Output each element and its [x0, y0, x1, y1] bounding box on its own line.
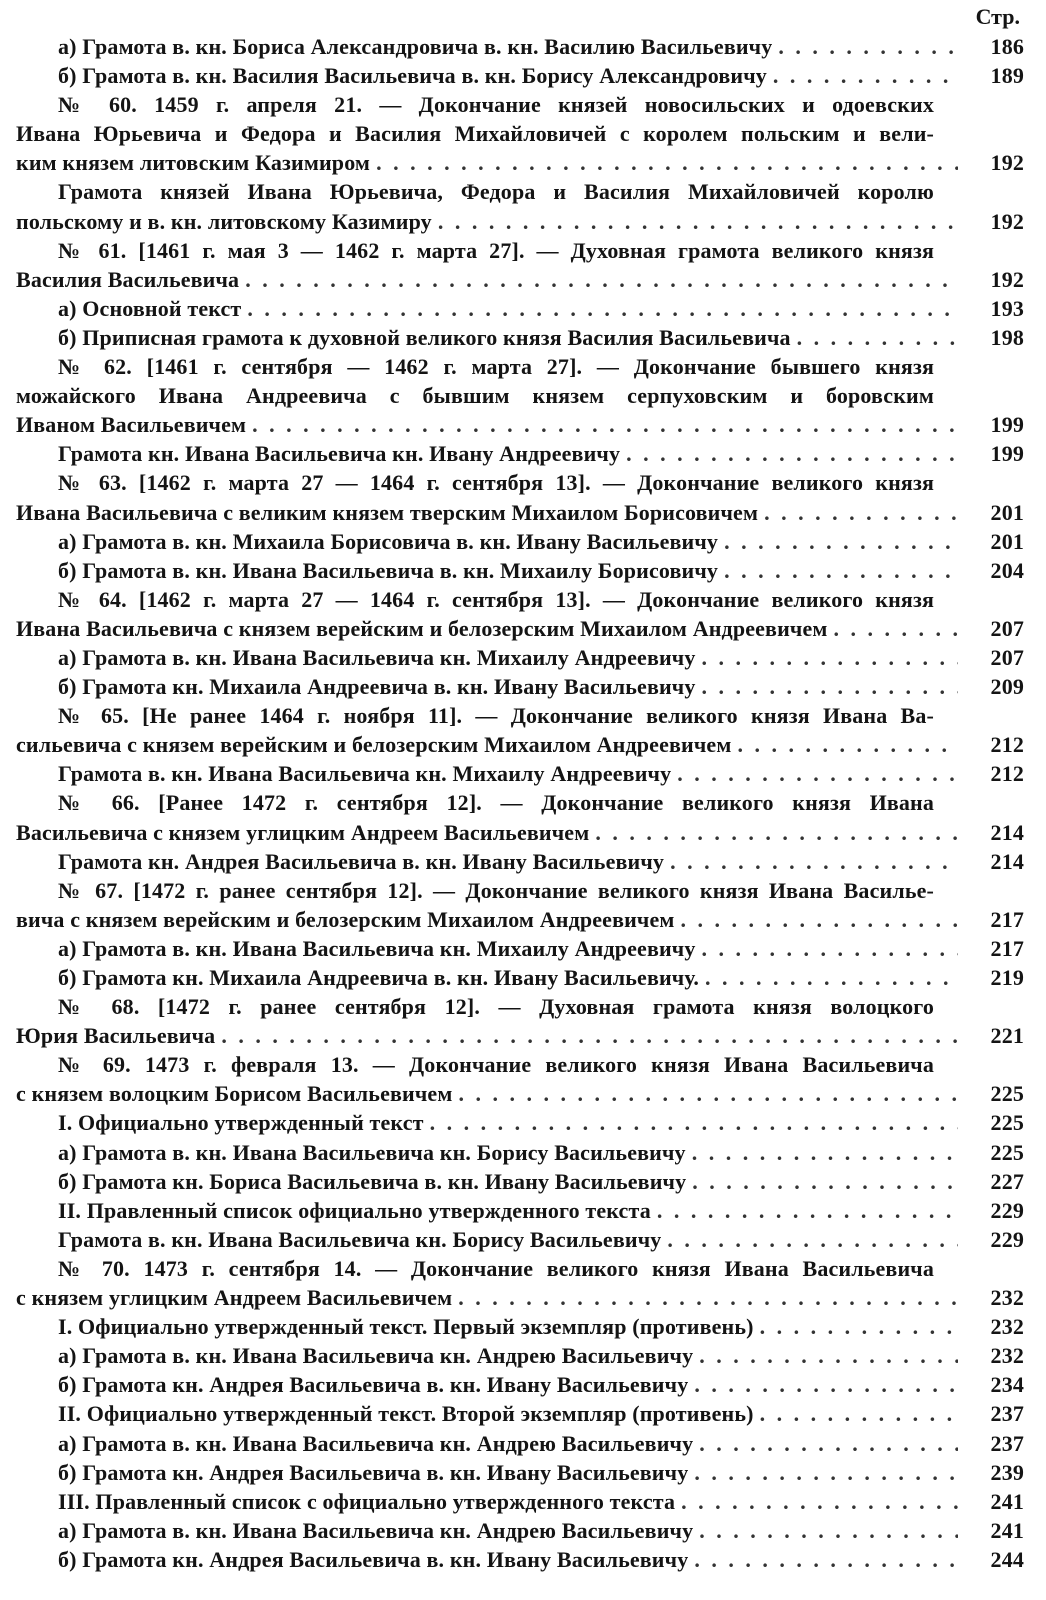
- dot-leader: [252, 410, 958, 439]
- toc-line-text: II. Правленный список официально утвержденного текста: [58, 1197, 651, 1223]
- dot-leader: [724, 527, 958, 556]
- toc-entry: [16, 1108, 1024, 1137]
- dot-leader: [247, 294, 958, 323]
- toc-line-text: № 70. 1473 г. сентября 14. — Докончание великого князя Ивана Васильевича: [58, 1255, 934, 1281]
- page-number: 201: [990, 528, 1024, 554]
- dot-leader: [699, 1429, 958, 1458]
- toc-line: [16, 1516, 1024, 1545]
- toc-entry: [16, 1341, 1024, 1370]
- page-number: 232: [990, 1314, 1024, 1340]
- toc-line-text: б) Грамота в. кн. Василия Васильевича в. кн. Борису Александровичу: [58, 63, 767, 89]
- toc-entry: [16, 1545, 1024, 1574]
- page-number: 212: [990, 732, 1024, 758]
- toc-line-text: а) Грамота в. кн. Ивана Васильевича кн. Андрею Васильевичу: [58, 1343, 694, 1369]
- toc-line: [16, 614, 1024, 643]
- dot-leader: [245, 265, 958, 294]
- toc-line-text: Ивана Васильевича с великим князем тверским Михаилом Борисовичем: [16, 499, 759, 525]
- dot-leader: [681, 905, 958, 934]
- toc-line: [16, 439, 1024, 468]
- toc-line: [16, 643, 1024, 672]
- toc-line: [16, 207, 1024, 236]
- toc-line: [16, 818, 1024, 847]
- toc-entry: [16, 1225, 1024, 1254]
- toc-line-text: с князем волоцким Борисом Васильевичем: [16, 1081, 453, 1107]
- toc-entry: [16, 701, 1024, 759]
- toc-line-text: № 60. 1459 г. апреля 21. — Докончание князей новосильских и одоевских: [58, 92, 934, 118]
- toc-line-text: б) Грамота кн. Андрея Васильевича в. кн. Ивану Васильевичу: [58, 1459, 689, 1485]
- toc-line-text: Грамота в. кн. Ивана Васильевича кн. Михаилу Андреевичу: [58, 761, 672, 787]
- toc-entry: [16, 556, 1024, 585]
- dot-leader: [699, 1516, 958, 1545]
- toc-entry: [16, 876, 1024, 934]
- toc-line: [16, 119, 1024, 148]
- toc-entry: [16, 1399, 1024, 1428]
- toc-line: [16, 730, 1024, 759]
- toc-entry: [16, 1254, 1024, 1312]
- toc-line-text: № 65. [Не ранее 1464 г. ноября 11]. — Докончание великого князя Ивана Ва-: [58, 703, 934, 729]
- toc-line-text: б) Грамота кн. Андрея Васильевича в. кн. Ивану Васильевичу: [58, 1372, 689, 1398]
- page-number: 244: [990, 1546, 1024, 1572]
- toc-line-text: I. Официально утвержденный текст. Первый экземпляр (противень): [58, 1314, 754, 1340]
- toc-line: [16, 1050, 1024, 1079]
- dot-leader: [702, 934, 958, 963]
- toc-line-text: б) Грамота кн. Михаила Андреевича в. кн. Ивану Васильевичу.: [58, 965, 699, 990]
- toc-line: [16, 701, 1024, 730]
- page-number: 199: [990, 412, 1024, 438]
- dot-leader: [737, 730, 958, 759]
- dot-leader: [221, 1021, 958, 1050]
- page-number: 227: [990, 1168, 1024, 1194]
- dot-leader: [694, 1458, 958, 1487]
- toc-line: [16, 410, 1024, 439]
- dot-leader: [692, 1167, 958, 1196]
- toc-line: [16, 1079, 1024, 1108]
- toc-line: [16, 1138, 1024, 1167]
- toc-line-text: № 67. [1472 г. ранее сентября 12]. — Докончание великого князя Ивана Василье-: [58, 877, 934, 903]
- toc-entry: [16, 1167, 1024, 1196]
- toc-entry: [16, 468, 1024, 526]
- page-number: 229: [990, 1197, 1024, 1223]
- dot-leader: [376, 148, 958, 177]
- toc-line-text: Ивана Васильевича с князем верейским и белозерским Михаилом Андреевичем: [16, 615, 828, 641]
- toc-line-text: № 64. [1462 г. марта 27 — 1464 г. сентября 13]. — Докончание великого князя: [58, 586, 934, 612]
- toc-line-text: Грамота кн. Ивана Васильевича кн. Ивану Андреевичу: [58, 441, 621, 467]
- dot-leader: [760, 1399, 958, 1428]
- dot-leader: [760, 1312, 958, 1341]
- toc-entry: [16, 236, 1024, 294]
- page-number: 212: [990, 761, 1024, 787]
- toc-line-text: а) Грамота в. кн. Ивана Васильевича кн. Андрею Васильевичу: [58, 1517, 694, 1543]
- page-number: 232: [990, 1285, 1024, 1311]
- page-number: 201: [990, 499, 1024, 525]
- dot-leader: [438, 207, 958, 236]
- page-number: 207: [990, 644, 1024, 670]
- page-number: 192: [990, 208, 1024, 234]
- page-number: 189: [990, 63, 1024, 89]
- toc-line-text: № 61. [1461 г. мая 3 — 1462 г. марта 27]. — Духовная грамота великого князя: [58, 237, 934, 263]
- toc-entry: [16, 672, 1024, 701]
- toc-line: [16, 1399, 1024, 1428]
- toc-line: [16, 468, 1024, 497]
- toc-line-text: б) Грамота кн. Михаила Андреевича в. кн. Ивану Васильевичу: [58, 674, 696, 700]
- page-number: 225: [990, 1139, 1024, 1165]
- toc-line-text: б) Приписная грамота к духовной великого князя Василия Васильевича: [58, 324, 791, 350]
- toc-line-text: Ивана Юрьевича и Федора и Василия Михайловичей с королем польским и вели-: [16, 121, 934, 147]
- toc-line: [16, 672, 1024, 701]
- toc-line: [16, 1167, 1024, 1196]
- page-column-header: Стр.: [975, 4, 1020, 29]
- toc-entry: [16, 1312, 1024, 1341]
- dot-leader: [692, 1138, 958, 1167]
- toc-line-text: III. Правленный список с официально утвержденного текста: [58, 1488, 676, 1514]
- table-of-contents: [16, 32, 1024, 1574]
- toc-line-text: а) Грамота в. кн. Ивана Васильевича кн. Михаилу Андреевичу: [58, 644, 696, 670]
- toc-entry: [16, 32, 1024, 61]
- toc-line-text: № 69. 1473 г. февраля 13. — Докончание великого князя Ивана Васильевича: [58, 1052, 934, 1078]
- toc-line: [16, 527, 1024, 556]
- toc-line: [16, 1021, 1024, 1050]
- toc-line: [16, 1429, 1024, 1458]
- dot-leader: [705, 963, 958, 992]
- toc-line: [16, 934, 1024, 963]
- page-number: 214: [990, 848, 1024, 874]
- toc-entry: [16, 1196, 1024, 1225]
- toc-line: [16, 265, 1024, 294]
- toc-line: [16, 992, 1024, 1021]
- dot-leader: [778, 32, 958, 61]
- toc-line-text: № 63. [1462 г. марта 27 — 1464 г. сентября 13]. — Докончание великого князя: [58, 470, 934, 496]
- toc-line: [16, 1370, 1024, 1399]
- page-number: 209: [990, 674, 1024, 700]
- toc-line-text: а) Грамота в. кн. Ивана Васильевича кн. Борису Васильевичу: [58, 1139, 686, 1165]
- page-number: 241: [990, 1517, 1024, 1543]
- toc-line: [16, 1545, 1024, 1574]
- page-number: 186: [990, 34, 1024, 59]
- toc-line: [16, 148, 1024, 177]
- toc-line-text: Василия Васильевича: [16, 266, 240, 292]
- toc-line: [16, 1283, 1024, 1312]
- toc-line-text: Юрия Васильевича: [16, 1023, 216, 1049]
- dot-leader: [458, 1079, 958, 1108]
- toc-line: [16, 1254, 1024, 1283]
- page-number: 192: [990, 266, 1024, 292]
- dot-leader: [677, 759, 958, 788]
- toc-line: [16, 1108, 1024, 1137]
- toc-line: [16, 236, 1024, 265]
- toc-line-text: I. Официально утвержденный текст: [58, 1110, 424, 1136]
- dot-leader: [670, 847, 958, 876]
- page-number: 193: [990, 295, 1024, 321]
- toc-entry: [16, 643, 1024, 672]
- toc-line: [16, 323, 1024, 352]
- toc-line-text: № 62. [1461 г. сентября — 1462 г. марта 27]. — Докончание бывшего князя: [58, 354, 934, 380]
- toc-line: [16, 90, 1024, 119]
- toc-entry: [16, 759, 1024, 788]
- dot-leader: [694, 1370, 958, 1399]
- toc-line-text: вича с князем верейским и белозерским Михаилом Андреевичем: [16, 906, 675, 932]
- dot-leader: [657, 1196, 958, 1225]
- toc-line-text: б) Грамота кн. Андрея Васильевича в. кн. Ивану Васильевичу: [58, 1546, 689, 1572]
- dot-leader: [724, 556, 958, 585]
- page-number: 198: [990, 324, 1024, 350]
- dot-leader: [626, 439, 958, 468]
- page-number: 214: [990, 819, 1024, 845]
- toc-entry: [16, 61, 1024, 90]
- toc-line-text: а) Грамота в. кн. Михаила Борисовича в. кн. Ивану Васильевичу: [58, 528, 719, 554]
- toc-entry: [16, 963, 1024, 992]
- toc-line-text: ким князем литовским Казимиром: [16, 150, 371, 176]
- dot-leader: [430, 1108, 958, 1137]
- toc-entry: [16, 992, 1024, 1050]
- toc-line: [16, 963, 1024, 992]
- toc-entry: [16, 1487, 1024, 1516]
- toc-line: [16, 1196, 1024, 1225]
- toc-line-text: а) Грамота в. кн. Бориса Александровича в. кн. Василию Васильевичу: [58, 34, 773, 59]
- page-number: 225: [990, 1081, 1024, 1107]
- page-number: 221: [990, 1023, 1024, 1049]
- toc-entry: [16, 294, 1024, 323]
- dot-leader: [702, 643, 958, 672]
- toc-line: [16, 1458, 1024, 1487]
- page-number: 199: [990, 441, 1024, 467]
- toc-line-text: б) Грамота в. кн. Ивана Васильевича в. кн. Михаилу Борисовичу: [58, 557, 719, 583]
- page-number: 239: [990, 1459, 1024, 1485]
- dot-leader: [834, 614, 958, 643]
- toc-line-text: сильевича с князем верейским и белозерским Михаилом Андреевичем: [16, 732, 732, 758]
- toc-line: [16, 1341, 1024, 1370]
- page-number: 207: [990, 615, 1024, 641]
- toc-entry: [16, 527, 1024, 556]
- page-number: 229: [990, 1226, 1024, 1252]
- toc-line: [16, 847, 1024, 876]
- dot-leader: [797, 323, 958, 352]
- toc-entry: [16, 934, 1024, 963]
- toc-line-text: Грамота в. кн. Ивана Васильевича кн. Борису Васильевичу: [58, 1226, 662, 1252]
- toc-line-text: Грамота князей Ивана Юрьевича, Федора и Василия Михайловичей королю: [58, 179, 934, 205]
- toc-line-text: а) Основной текст: [58, 295, 242, 321]
- toc-line: [16, 556, 1024, 585]
- toc-entry: [16, 90, 1024, 177]
- toc-line: [16, 294, 1024, 323]
- page-number: 219: [990, 965, 1024, 990]
- toc-line-text: б) Грамота кн. Бориса Васильевича в. кн. Ивану Васильевичу: [58, 1168, 687, 1194]
- toc-line: [16, 759, 1024, 788]
- toc-entry: [16, 1516, 1024, 1545]
- page-number: 217: [990, 935, 1024, 961]
- toc-entry: [16, 585, 1024, 643]
- dot-leader: [595, 818, 958, 847]
- toc-line-text: а) Грамота в. кн. Ивана Васильевича кн. Андрею Васильевичу: [58, 1430, 694, 1456]
- toc-entry: [16, 439, 1024, 468]
- dot-leader: [667, 1225, 958, 1254]
- page-number: 237: [990, 1430, 1024, 1456]
- dot-leader: [773, 61, 958, 90]
- dot-leader: [702, 672, 958, 701]
- dot-leader: [764, 498, 958, 527]
- toc-line-text: № 68. [1472 г. ранее сентября 12]. — Духовная грамота князя волоцкого: [58, 994, 934, 1020]
- toc-line: [16, 498, 1024, 527]
- toc-entry: [16, 1138, 1024, 1167]
- toc-line: [16, 876, 1024, 905]
- page-number: 192: [990, 150, 1024, 176]
- toc-line-text: можайского Ивана Андреевича с бывшим князем серпуховским и боровским: [16, 383, 934, 409]
- toc-line-text: а) Грамота в. кн. Ивана Васильевича кн. Михаилу Андреевичу: [58, 935, 696, 961]
- page-number: 234: [990, 1372, 1024, 1398]
- page-number: 232: [990, 1343, 1024, 1369]
- toc-entry: [16, 323, 1024, 352]
- toc-entry: [16, 352, 1024, 439]
- toc-line: [16, 177, 1024, 206]
- toc-line: [16, 61, 1024, 90]
- toc-entry: [16, 1050, 1024, 1108]
- toc-entry: [16, 177, 1024, 235]
- toc-line-text: Иваном Васильевичем: [16, 412, 247, 438]
- toc-entry: [16, 1370, 1024, 1399]
- toc-line: [16, 352, 1024, 381]
- toc-line: [16, 1225, 1024, 1254]
- toc-line: [16, 905, 1024, 934]
- toc-line: [16, 1312, 1024, 1341]
- toc-entry: [16, 788, 1024, 846]
- dot-leader: [458, 1283, 958, 1312]
- dot-leader: [694, 1545, 958, 1574]
- page-number: 225: [990, 1110, 1024, 1136]
- page-number: 241: [990, 1488, 1024, 1514]
- toc-line: [16, 32, 1024, 61]
- page-number: 217: [990, 906, 1024, 932]
- toc-line: [16, 585, 1024, 614]
- toc-line-text: № 66. [Ранее 1472 г. сентября 12]. — Докончание великого князя Ивана: [58, 790, 934, 816]
- toc-line-text: II. Официально утвержденный текст. Второй экземпляр (противень): [58, 1401, 754, 1427]
- toc-line: [16, 381, 1024, 410]
- toc-entry: [16, 1458, 1024, 1487]
- page-number: 204: [990, 557, 1024, 583]
- toc-entry: [16, 847, 1024, 876]
- page-number: 237: [990, 1401, 1024, 1427]
- toc-line-text: с князем углицким Андреем Васильевичем: [16, 1285, 453, 1311]
- toc-line: [16, 1487, 1024, 1516]
- toc-line-text: Грамота кн. Андрея Васильевича в. кн. Ивану Васильевичу: [58, 848, 665, 874]
- dot-leader: [699, 1341, 958, 1370]
- toc-line-text: польскому и в. кн. литовскому Казимиру: [16, 208, 432, 234]
- dot-leader: [681, 1487, 958, 1516]
- toc-line-text: Васильевича с князем углицким Андреем Васильевичем: [16, 819, 590, 845]
- toc-line: [16, 788, 1024, 817]
- toc-entry: [16, 1429, 1024, 1458]
